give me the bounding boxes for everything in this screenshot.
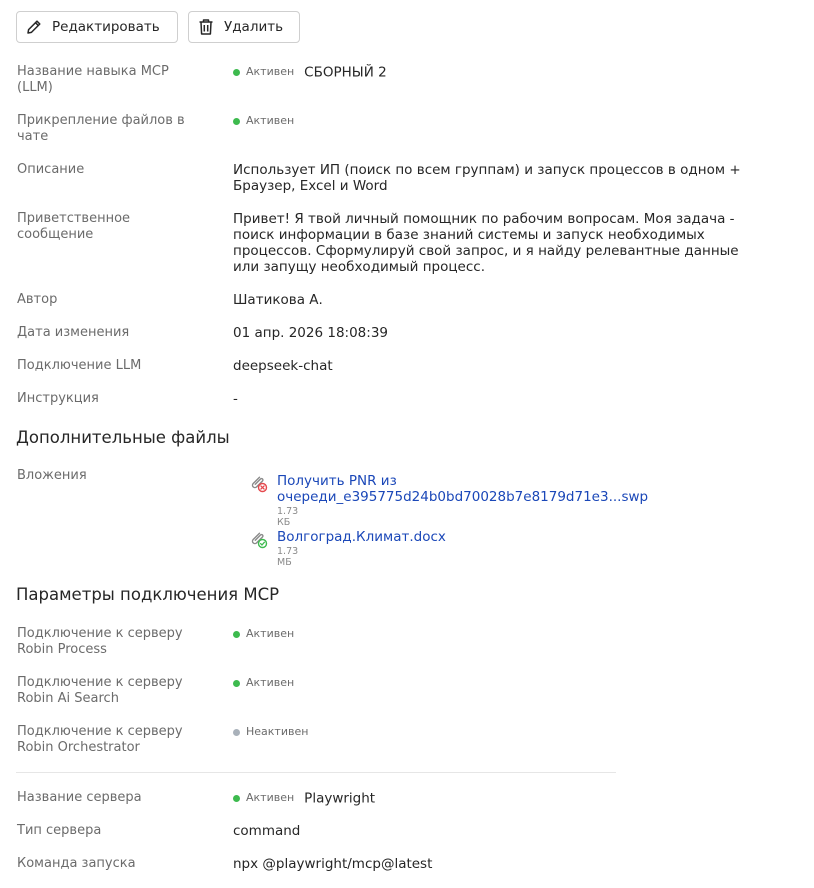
field-label: Инструкция [17, 391, 99, 406]
field-label: Подключение к серверу Robin Process [17, 626, 183, 657]
attachment-link[interactable]: Волгоград.Климат.docx [277, 529, 446, 545]
delete-button[interactable] [188, 11, 300, 43]
field-label: Приветственное сообщение [17, 211, 131, 242]
status-text: Активен [246, 791, 295, 804]
modified-value: 01 апр. 2026 18:08:39 [233, 325, 388, 341]
skill-name-value: СБОРНЫЙ 2 [304, 64, 387, 81]
field-label: Команда запуска [17, 856, 136, 871]
status-text: Активен [246, 65, 295, 78]
field-label: Тип сервера [17, 823, 102, 838]
field-label: Подключение к серверу Robin Orchestrator [17, 724, 183, 755]
status-text: Активен [246, 114, 295, 127]
edit-button-label: Редактировать [52, 19, 160, 35]
field-value [233, 724, 765, 741]
status-text: Активен [246, 627, 295, 640]
attachment-link[interactable]: Получить PNR из очереди_e395775d24b0bd70028b7e8179d71e3...swp [277, 473, 649, 505]
status-text: Неактивен [246, 725, 309, 738]
field-label: Название навыка MCP (LLM) [17, 64, 169, 95]
description-value: Использует ИП (поиск по всем группам) и запуск процессов в одном + Браузер, Excel и Word [233, 162, 741, 194]
toolbar [16, 11, 300, 43]
attachment-error-icon [248, 473, 268, 493]
divider [16, 772, 616, 773]
status-dot [233, 118, 240, 125]
status-badge [233, 790, 294, 806]
field-label: Описание [17, 162, 85, 177]
field-value [233, 626, 765, 643]
file-size: 1.73 МБ [277, 546, 299, 568]
field-label: Название сервера [17, 790, 142, 805]
section-title-files: Дополнительные файлы [16, 428, 230, 447]
field-value [233, 790, 765, 807]
llm-value: deepseek-chat [233, 358, 333, 374]
server-name-value: Playwright [304, 790, 376, 807]
author-value: Шатикова А. [233, 292, 323, 308]
status-badge [233, 675, 294, 691]
edit-button[interactable] [16, 11, 178, 43]
trash-icon [195, 16, 217, 38]
attachment-success-icon [248, 529, 268, 549]
field-value [233, 64, 765, 81]
section-title-mcp: Параметры подключения MCP [16, 585, 280, 604]
delete-button-label: Удалить [224, 19, 284, 35]
pencil-icon [23, 16, 45, 38]
status-dot [233, 795, 240, 802]
status-dot [233, 69, 240, 76]
launch-command-value: npx @playwright/mcp@latest [233, 856, 433, 872]
status-badge [233, 113, 294, 129]
status-text: Активен [246, 676, 295, 689]
server-type-value: command [233, 823, 301, 839]
field-label: Подключение LLM [17, 358, 142, 373]
status-dot [233, 729, 240, 736]
instruction-value: - [233, 391, 238, 407]
status-dot [233, 631, 240, 638]
status-dot [233, 680, 240, 687]
field-label: Подключение к серверу Robin Ai Search [17, 675, 183, 706]
status-badge [233, 626, 294, 642]
file-size: 1.73 КБ [277, 506, 299, 528]
greeting-value: Привет! Я твой личный помощник по рабочим вопросам. Моя задача - поиск информации в базе знаний системы и запуск необходимых процессов. Сформулируй свой запрос, и я найду релевантные данные или запущу необходимый процесс. [233, 211, 739, 275]
field-value [233, 113, 765, 130]
field-label: Дата изменения [17, 325, 130, 340]
status-badge [233, 724, 308, 740]
field-label: Прикрепление файлов в чате [17, 113, 185, 144]
field-label: Автор [17, 292, 58, 307]
field-label: Вложения [17, 468, 87, 483]
status-badge [233, 64, 294, 80]
field-value [233, 675, 765, 692]
